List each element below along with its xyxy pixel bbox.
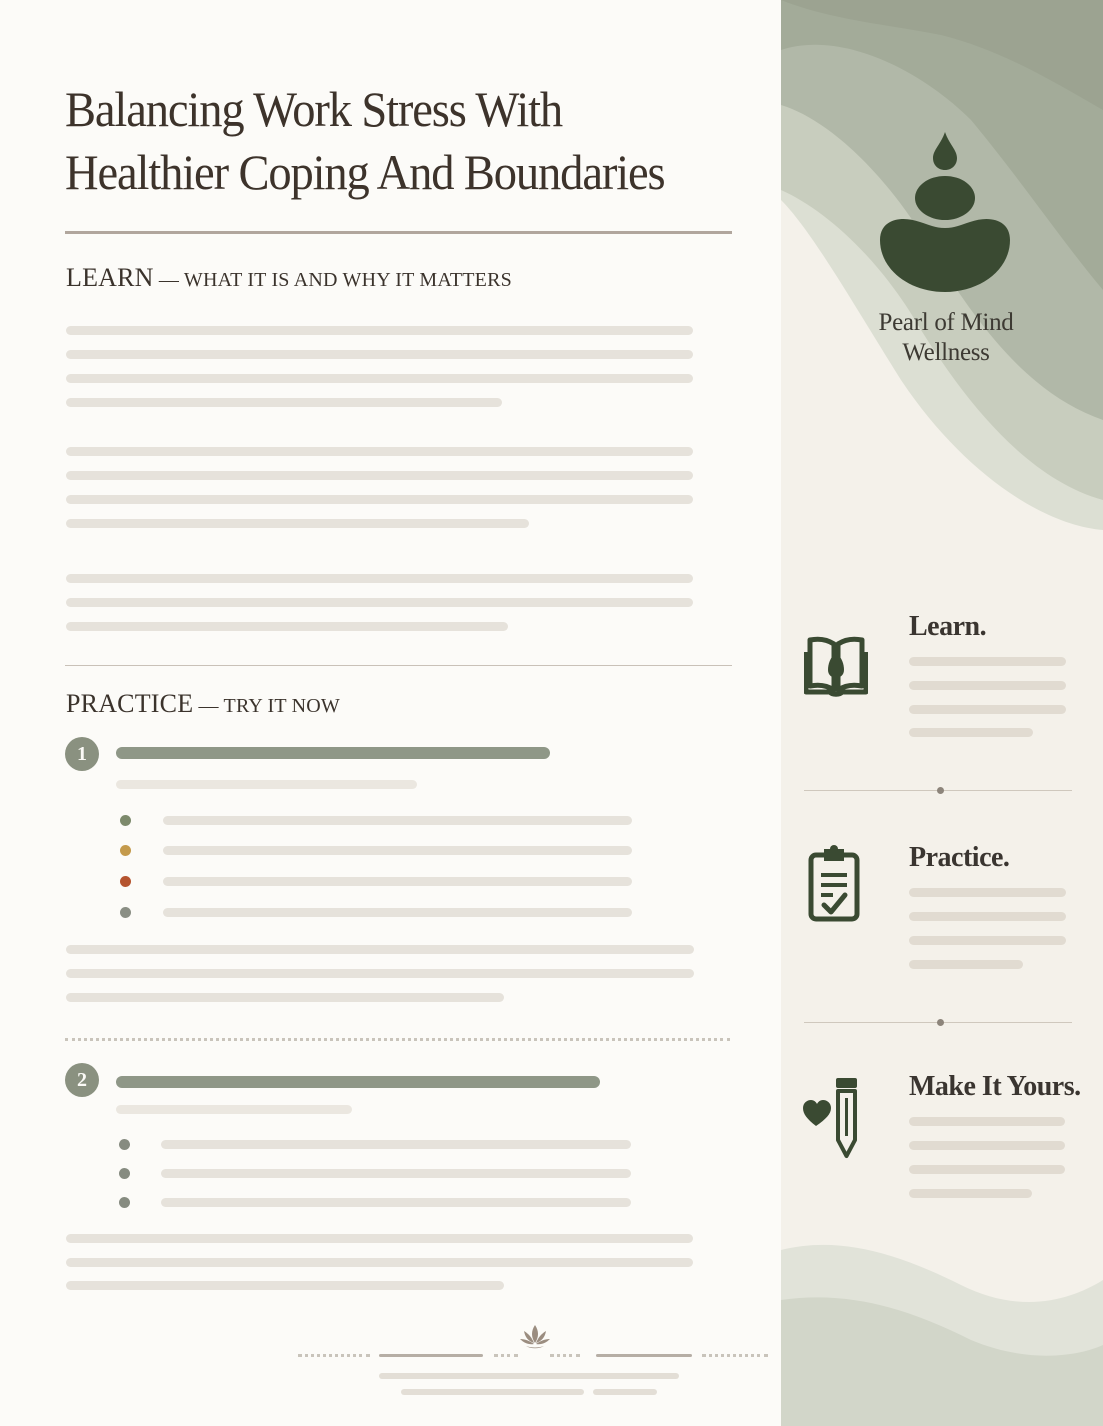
- bullet-text-placeholder: [161, 1169, 631, 1178]
- text-placeholder-line: [66, 350, 693, 359]
- text-placeholder-line: [66, 447, 693, 456]
- title-divider: [65, 231, 732, 234]
- footer-dots: [494, 1354, 518, 1357]
- title-line-1: Balancing Work Stress With: [65, 81, 563, 137]
- bullet-text-placeholder: [161, 1198, 631, 1207]
- practice-heading: [66, 689, 340, 719]
- text-placeholder-line: [66, 374, 693, 383]
- sidebar-title-learn: Learn.: [909, 611, 987, 642]
- text-placeholder-line: [909, 1141, 1065, 1150]
- brand-logo-icon: [875, 130, 1015, 300]
- bullet-dot: [120, 815, 131, 826]
- practice-separator: —: [193, 695, 224, 717]
- sidebar-divider-dot: [937, 787, 944, 794]
- step-subheading-placeholder: [116, 1105, 352, 1114]
- text-placeholder-line: [66, 969, 694, 978]
- bullet-dot: [119, 1139, 130, 1150]
- open-book-icon: [804, 632, 868, 698]
- sidebar-title-make-it-yours: Make It Yours.: [909, 1071, 1081, 1102]
- text-placeholder-line: [909, 657, 1066, 666]
- footer-dots: [550, 1354, 580, 1357]
- page-title: [65, 78, 716, 204]
- text-placeholder-line: [66, 945, 694, 954]
- learn-label: LEARN: [66, 263, 154, 292]
- text-placeholder-line: [909, 728, 1033, 737]
- heart-pencil-icon: [803, 1076, 861, 1160]
- practice-subtitle: TRY IT NOW: [223, 695, 340, 717]
- text-placeholder-line: [909, 681, 1066, 690]
- footer-dots: [702, 1354, 768, 1357]
- step-heading-placeholder: [116, 747, 550, 759]
- dotted-divider: [65, 1038, 730, 1041]
- sidebar-divider-dot: [937, 1019, 944, 1026]
- text-placeholder-line: [66, 471, 693, 480]
- sidebar-title-practice: Practice.: [909, 842, 1010, 873]
- text-placeholder-line: [66, 326, 693, 335]
- step-heading-placeholder: [116, 1076, 600, 1088]
- text-placeholder-line: [909, 912, 1066, 921]
- footer-text-placeholder: [593, 1389, 657, 1395]
- step-number-badge: 2: [65, 1063, 99, 1097]
- title-line-2: Healthier Coping And Boundaries: [65, 144, 665, 200]
- bullet-text-placeholder: [161, 1140, 631, 1149]
- step-subheading-placeholder: [116, 780, 417, 789]
- brand-name-line-1: Pearl of Mind: [878, 309, 1014, 336]
- text-placeholder-line: [66, 398, 502, 407]
- lotus-icon: [518, 1322, 552, 1352]
- text-placeholder-line: [909, 1189, 1032, 1198]
- bullet-dot: [119, 1197, 130, 1208]
- text-placeholder-line: [909, 936, 1066, 945]
- footer-text-placeholder: [401, 1389, 584, 1395]
- text-placeholder-line: [66, 1281, 504, 1290]
- bullet-dot: [120, 907, 131, 918]
- text-placeholder-line: [66, 1258, 693, 1267]
- step-number-badge: 1: [65, 737, 99, 771]
- clipboard-check-icon: [808, 845, 860, 923]
- bullet-text-placeholder: [163, 816, 632, 825]
- text-placeholder-line: [909, 888, 1066, 897]
- brand-name: [841, 308, 1051, 368]
- footer-line: [596, 1354, 692, 1357]
- footer-dots: [298, 1354, 370, 1357]
- bullet-dot: [120, 845, 131, 856]
- text-placeholder-line: [66, 598, 693, 607]
- bullet-text-placeholder: [163, 877, 632, 886]
- bullet-dot: [119, 1168, 130, 1179]
- text-placeholder-line: [66, 1234, 693, 1243]
- brand-name-line-2: Wellness: [902, 339, 990, 366]
- text-placeholder-line: [909, 960, 1023, 969]
- text-placeholder-line: [66, 993, 504, 1002]
- practice-label: PRACTICE: [66, 689, 194, 718]
- text-placeholder-line: [66, 622, 508, 631]
- text-placeholder-line: [909, 1117, 1065, 1126]
- text-placeholder-line: [66, 519, 529, 528]
- bullet-text-placeholder: [163, 908, 632, 917]
- text-placeholder-line: [909, 1165, 1065, 1174]
- bullet-text-placeholder: [163, 846, 632, 855]
- bullet-dot: [120, 876, 131, 887]
- footer-text-placeholder: [379, 1373, 679, 1379]
- text-placeholder-line: [909, 705, 1066, 714]
- footer-line: [379, 1354, 483, 1357]
- learn-heading: [66, 263, 512, 293]
- text-placeholder-line: [66, 495, 693, 504]
- section-divider: [65, 665, 732, 666]
- sidebar: [781, 0, 1103, 1426]
- learn-separator: —: [153, 269, 184, 291]
- learn-subtitle: WHAT IT IS AND WHY IT MATTERS: [183, 269, 512, 291]
- text-placeholder-line: [66, 574, 693, 583]
